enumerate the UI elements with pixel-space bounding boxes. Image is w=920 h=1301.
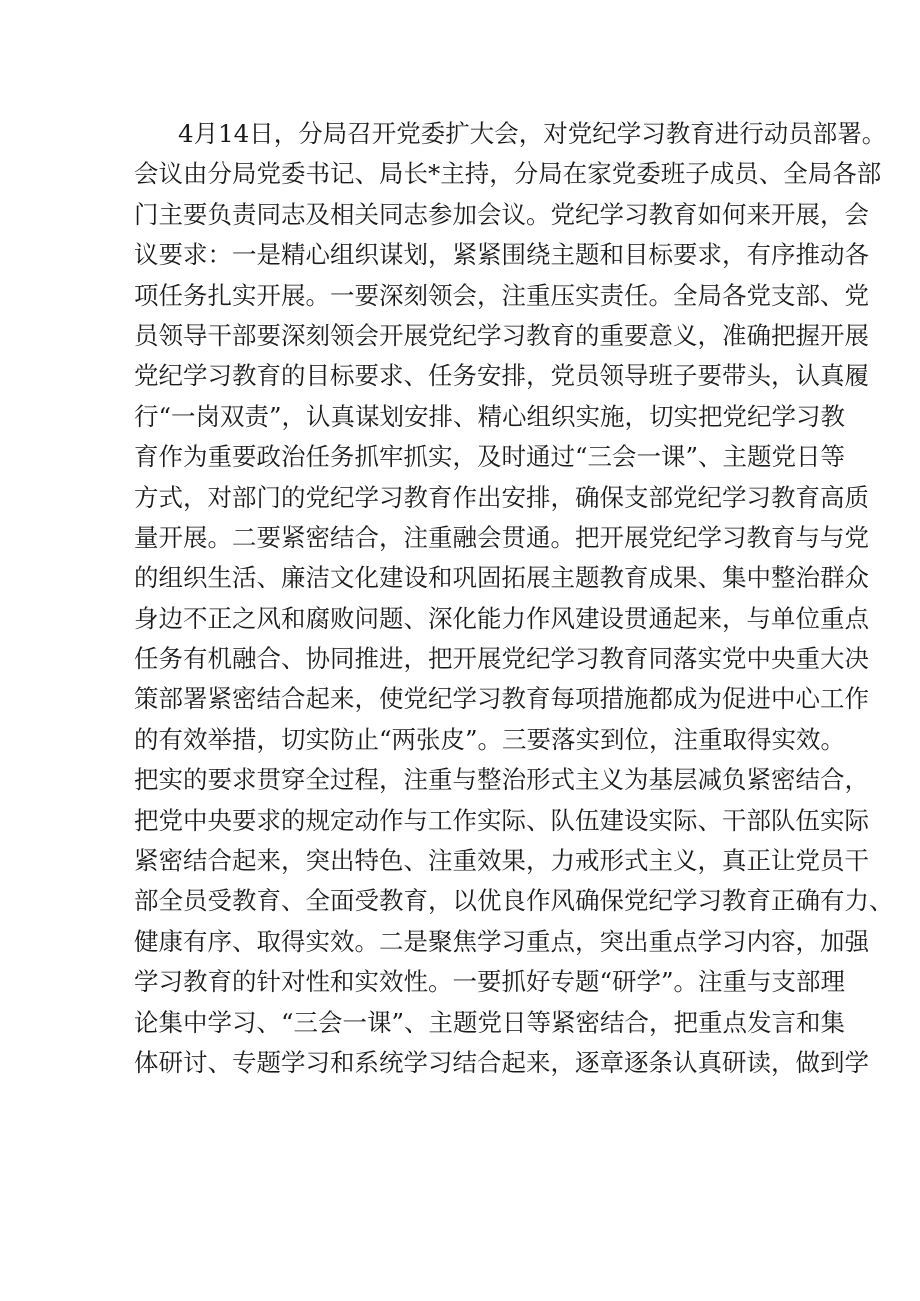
text-line: 门主要负责同志及相关同志参加会议。党纪学习教育如何来开展，会 xyxy=(134,199,869,229)
text-line: 体研讨、专题学习和系统学习结合起来，逐章逐条认真研读，做到学 xyxy=(134,1047,869,1077)
body-paragraph xyxy=(134,114,894,1083)
text-line: 4月14日，分局召开党委扩大会，对党纪学习教育进行动员部署。 xyxy=(178,119,887,148)
text-line: 的组织生活、廉洁文化建设和巩固拓展主题教育成果、集中整治群众 xyxy=(134,563,869,593)
text-line: 健康有序、取得实效。二是聚焦学习重点，突出重点学习内容，加强 xyxy=(134,926,869,956)
text-line: 员领导干部要深刻领会开展党纪学习教育的重要意义，准确把握开展 xyxy=(134,320,869,350)
text-line: 议要求：一是精心组织谋划，紧紧围绕主题和目标要求，有序推动各 xyxy=(134,240,869,270)
text-line: 紧密结合起来，突出特色、注重效果，力戒形式主义，真正让党员干 xyxy=(134,846,869,876)
text-line: 任务有机融合、协同推进，把开展党纪学习教育同落实党中央重大决 xyxy=(134,644,869,674)
text-line: 的有效举措，切实防止“两张皮”。三要落实到位，注重取得实效。 xyxy=(134,724,846,754)
text-line: 把实的要求贯穿全过程，注重与整治形式主义为基层减负紧密结合， xyxy=(134,765,869,795)
text-line: 策部署紧密结合起来，使党纪学习教育每项措施都成为促进中心工作 xyxy=(134,684,869,714)
text-line: 量开展。二要紧密结合，注重融会贯通。把开展党纪学习教育与与党 xyxy=(134,522,869,552)
text-line: 行“一岗双责”，认真谋划安排、精心组织实施，切实把党纪学习教 xyxy=(134,401,846,431)
text-line: 项任务扎实开展。一要深刻领会，注重压实责任。全局各党支部、党 xyxy=(134,280,869,310)
text-line: 学习教育的针对性和实效性。一要抓好专题“研学”。注重与支部理 xyxy=(134,967,846,997)
text-line: 会议由分局党委书记、局长*主持，分局在家党委班子成员、全局各部 xyxy=(134,159,882,189)
text-line: 党纪学习教育的目标要求、任务安排，党员领导班子要带头，认真履 xyxy=(134,361,869,391)
text-line: 育作为重要政治任务抓牢抓实，及时通过“三会一课”、主题党日等 xyxy=(134,442,846,472)
text-line: 方式，对部门的党纪学习教育作出安排，确保支部党纪学习教育高质 xyxy=(134,482,869,512)
text-line: 把党中央要求的规定动作与工作实际、队伍建设实际、干部队伍实际 xyxy=(134,805,869,835)
text-line: 部全员受教育、全面受教育，以优良作风确保党纪学习教育正确有力、 xyxy=(134,886,894,916)
text-line: 论集中学习、“三会一课”、主题党日等紧密结合，把重点发言和集 xyxy=(134,1007,846,1037)
text-line: 身边不正之风和腐败问题、深化能力作风建设贯通起来，与单位重点 xyxy=(134,603,869,633)
